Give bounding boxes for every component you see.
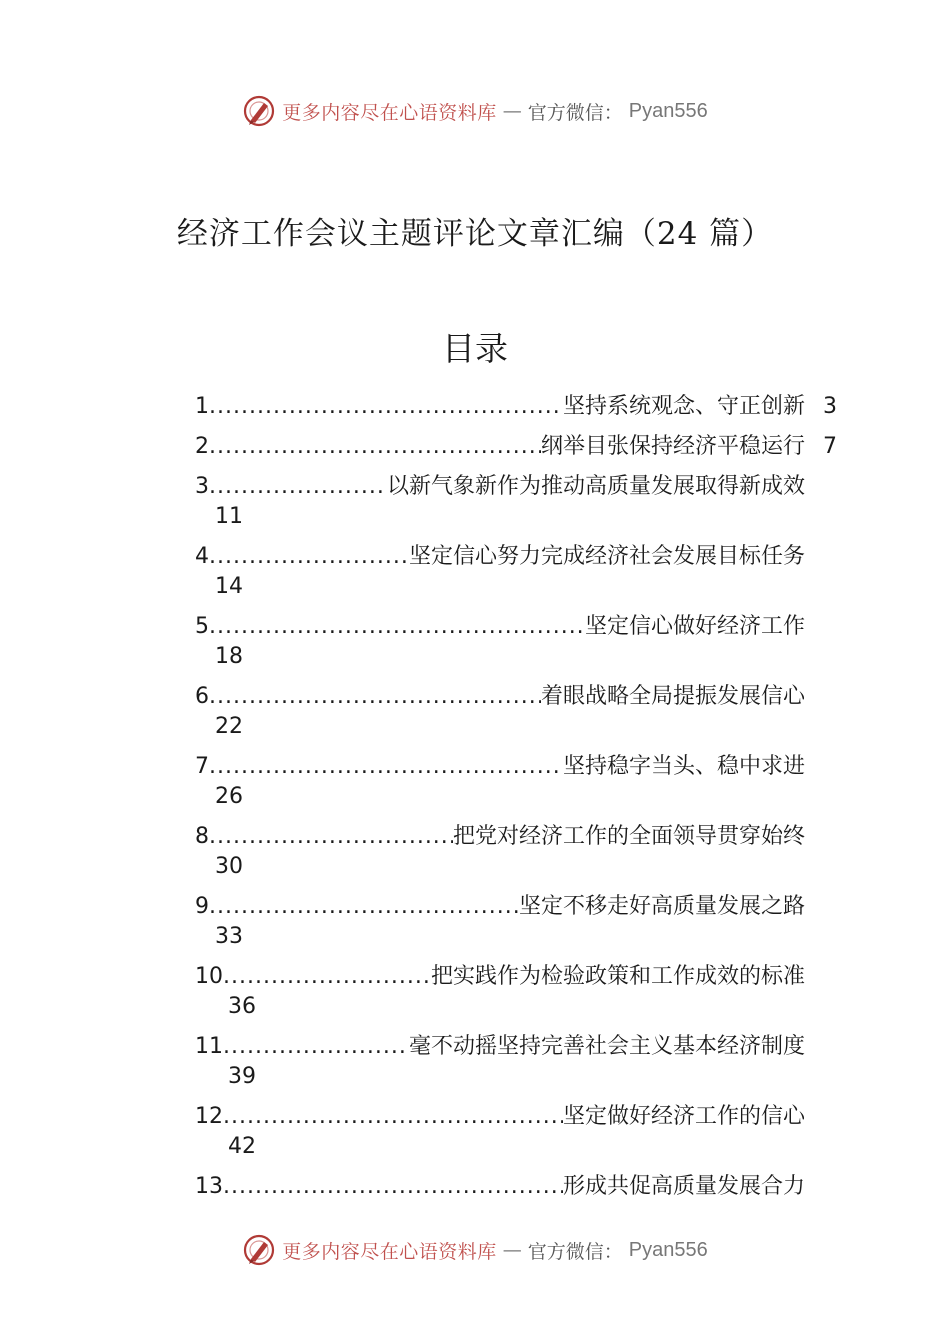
toc-number: 5 (195, 614, 209, 639)
toc-page-number: 3 (823, 394, 837, 419)
toc-entry[interactable] (195, 612, 845, 682)
pen-logo-icon (242, 94, 276, 128)
toc-title: 把党对经济工作的全面领导贯穿始终 (452, 824, 805, 849)
toc-page-number: 42 (228, 1134, 256, 1159)
toc-number: 11 (195, 1034, 223, 1059)
toc-title: 以新气象新作为推动高质量发展取得新成效 (386, 474, 805, 499)
toc-number: 4 (195, 544, 209, 569)
toc-number: 9 (195, 894, 209, 919)
toc-number: 10 (195, 964, 223, 989)
toc-entry[interactable] (195, 432, 845, 472)
toc-entry[interactable] (195, 752, 845, 822)
toc-entry[interactable] (195, 962, 845, 1032)
toc-entry[interactable] (195, 542, 845, 612)
toc-page-number: 36 (228, 994, 256, 1019)
footer-watermark (0, 1233, 950, 1267)
toc-leader-dots (223, 1172, 563, 1202)
toc-leader-dots (223, 1032, 409, 1062)
toc-leader-dots (209, 682, 541, 712)
watermark-brand-text: 更多内容尽在心语资料库 (282, 101, 497, 124)
toc-leader-dots (209, 892, 519, 922)
toc-title: 坚定做好经济工作的信心 (562, 1104, 805, 1129)
toc-number: 2 (195, 434, 209, 459)
toc-leader-dots (209, 392, 563, 422)
toc-title: 把实践作为检验政策和工作成效的标准 (430, 964, 805, 989)
table-of-contents (195, 392, 845, 1212)
toc-title: 纲举目张保持经济平稳运行 (540, 434, 805, 459)
toc-leader-dots (209, 752, 563, 782)
toc-entry[interactable] (195, 1102, 845, 1172)
toc-page-number: 11 (215, 504, 243, 529)
toc-number: 12 (195, 1104, 223, 1129)
header-watermark (0, 94, 950, 128)
toc-number: 13 (195, 1174, 223, 1199)
watermark-dash: — (502, 1239, 522, 1261)
toc-page-number: 22 (215, 714, 243, 739)
toc-entry[interactable] (195, 392, 845, 432)
toc-page-number: 39 (228, 1064, 256, 1089)
toc-title: 坚定信心做好经济工作 (584, 614, 805, 639)
watermark-dash: — (502, 100, 522, 122)
toc-entry[interactable] (195, 682, 845, 752)
watermark-brand-text: 更多内容尽在心语资料库 (282, 1240, 497, 1263)
toc-number: 7 (195, 754, 209, 779)
toc-number: 3 (195, 474, 209, 499)
toc-number: 1 (195, 394, 209, 419)
watermark-official-label: 官方微信： (527, 101, 623, 124)
watermark-official-label: 官方微信： (527, 1240, 623, 1263)
toc-leader-dots (209, 542, 409, 572)
toc-leader-dots (209, 432, 541, 462)
toc-page-number: 30 (215, 854, 243, 879)
toc-title: 坚定信心努力完成经济社会发展目标任务 (408, 544, 805, 569)
toc-entry[interactable] (195, 1172, 845, 1212)
toc-title: 坚定不移走好高质量发展之路 (518, 894, 805, 919)
toc-entry[interactable] (195, 892, 845, 962)
toc-title: 形成共促高质量发展合力 (562, 1174, 805, 1199)
toc-title: 着眼战略全局提振发展信心 (540, 684, 805, 709)
toc-entry[interactable] (195, 1032, 845, 1102)
document-title: 经济工作会议主题评论文章汇编（24 篇） (176, 216, 774, 252)
toc-page-number: 26 (215, 784, 243, 809)
toc-leader-dots (223, 962, 431, 992)
pen-logo-icon (242, 1233, 276, 1267)
watermark-wechat-id: Pyan556 (628, 1238, 708, 1261)
toc-leader-dots (209, 472, 387, 502)
toc-entry[interactable] (195, 822, 845, 892)
toc-leader-dots (209, 612, 585, 642)
toc-title: 坚持系统观念、守正创新 (562, 394, 805, 419)
toc-leader-dots (209, 822, 453, 852)
toc-page-number: 18 (215, 644, 243, 669)
toc-title: 坚持稳字当头、稳中求进 (562, 754, 805, 779)
toc-number: 8 (195, 824, 209, 849)
toc-number: 6 (195, 684, 209, 709)
toc-entry[interactable] (195, 472, 845, 542)
toc-page-number: 33 (215, 924, 243, 949)
toc-title: 毫不动摇坚持完善社会主义基本经济制度 (408, 1034, 805, 1059)
toc-page-number: 14 (215, 574, 243, 599)
toc-page-number: 7 (823, 434, 837, 459)
toc-heading: 目录 (442, 329, 508, 368)
toc-leader-dots (223, 1102, 563, 1132)
watermark-wechat-id: Pyan556 (628, 99, 708, 122)
